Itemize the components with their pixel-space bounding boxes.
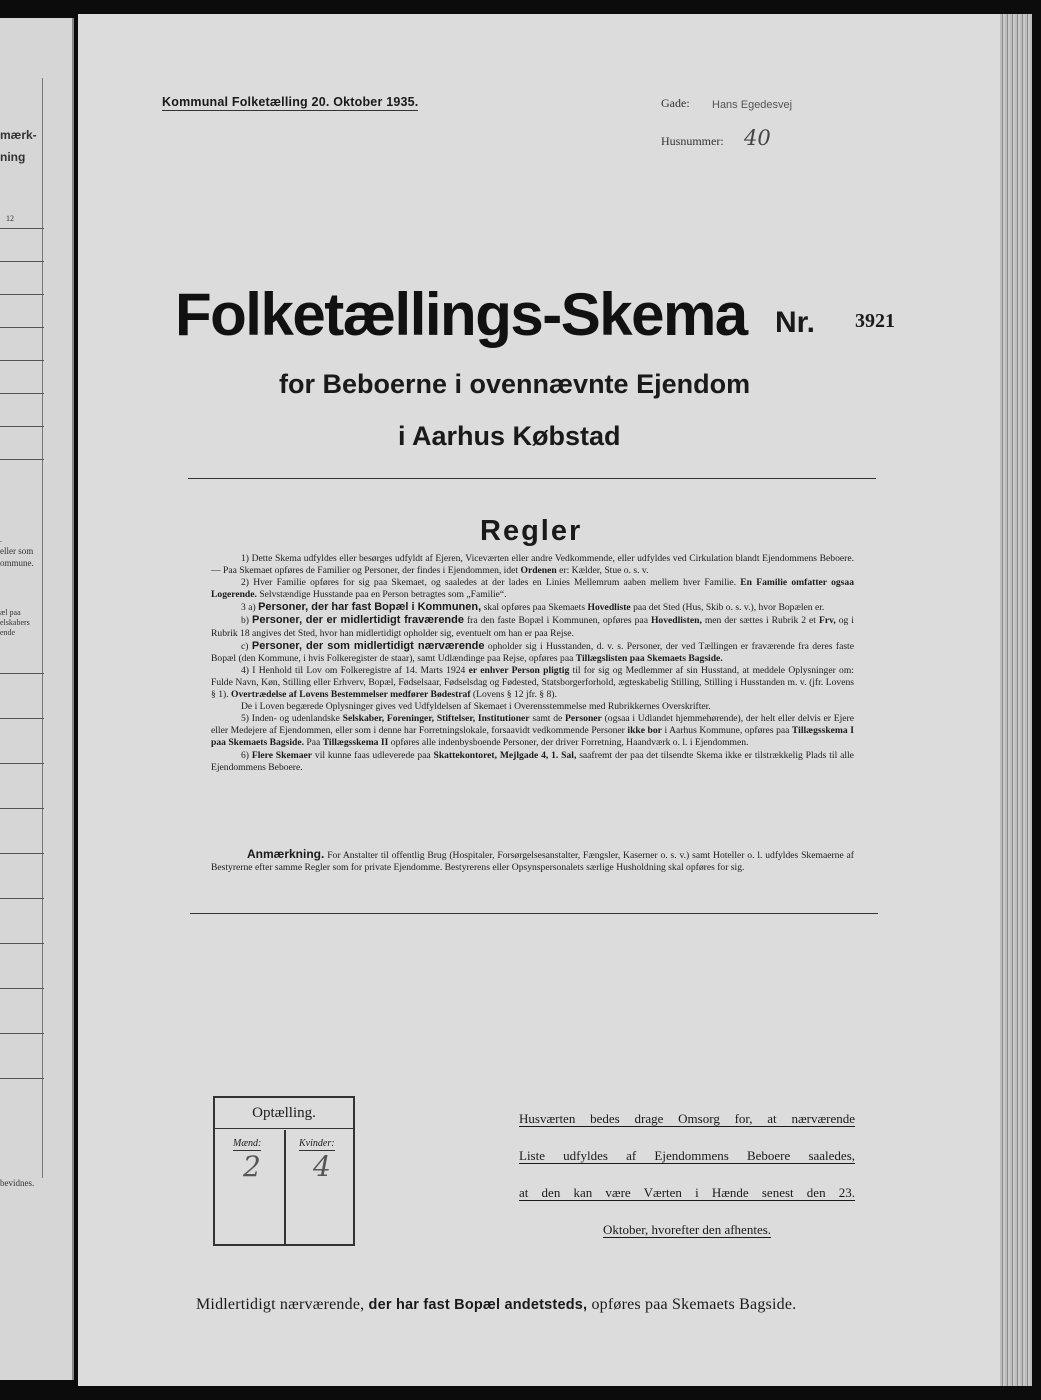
gade-label: Gade:	[661, 96, 690, 110]
left-rule	[0, 1033, 44, 1034]
left-rule	[0, 228, 44, 229]
kvinder-value: 4	[313, 1150, 331, 1183]
gade-value: Hans Egedesvej	[712, 99, 793, 111]
left-rule	[0, 426, 44, 427]
rule-4-continued: De i Loven begærede Oplysninger gives ved Udfyldelsen af Skemaet i Overensstemmelse med Rubrikkernes Overskrifter.	[241, 701, 711, 713]
host-instruction	[519, 1100, 855, 1248]
husnummer-label: Husnummer:	[661, 134, 724, 148]
rule-3b: b) Personer, der er midlertidigt fraværende fra den faste Bopæl i Kommunen, opføres paa Hovedlisten, men der sættes i Rubrik 2 et Frv, og i Rubrik 18 angives det Sted, hvor han midlertidigt opholder sig, eventuelt om han er paa Rejse.	[211, 614, 854, 639]
rules-heading: Regler	[480, 515, 583, 547]
remark	[211, 848, 854, 874]
count-box	[213, 1096, 355, 1246]
count-box-title: Optælling.	[215, 1098, 353, 1129]
footer-bold: der har fast Bopæl andetsteds,	[368, 1297, 588, 1313]
footer-note	[196, 1296, 796, 1314]
left-rule	[0, 718, 44, 719]
left-page-fragment	[0, 18, 74, 1380]
form-subtitle: for Beboerne i ovennævnte Ejendom	[279, 369, 751, 399]
title-rule	[188, 478, 876, 479]
left-rule	[0, 853, 44, 854]
rules-text	[211, 553, 854, 774]
maend-value: 2	[243, 1150, 261, 1183]
left-rule	[0, 327, 44, 328]
remark-label: Anmærkning.	[247, 847, 325, 861]
remark-rule	[190, 913, 878, 914]
left-rule	[0, 261, 44, 262]
rule-2: 2) Hver Familie opføres for sig paa Skemaet, og saaledes at der lades en Linies Mellemrum aaben mellem hver Familie. En Familie omfatter ogsaa Logerende. Selvstændige Husstande paa en Person betragtes som „Familie“.	[211, 577, 854, 601]
rule-1: 1) Dette Skema udfyldes eller besørges udfyldt af Ejeren, Viceværten eller andre Vedkommende, eller udfyldes ved Cirkulation blandt Ejendommens Beboere. — Paa Skemaet opføres de Familier og Personer, der findes i Ejendommen, idet Ordenen er: Kælder, Stue o. s. v.	[211, 553, 854, 577]
left-rule	[0, 294, 44, 295]
remark-text: For Anstalter til offentlig Brug (Hospitaler, Forsørgelsesanstalter, Fængsler, Kaserner o. s. v.) samt Hoteller o. l. udfyldes Skemaerne af Bestyrerne efter samme Regler som for private Ejendomme. Bestyrerens eller Opsynspersonalets særlige Husholdning skal opføres for sig.	[211, 850, 854, 874]
count-box-divider	[284, 1130, 286, 1244]
left-fragment: 12	[6, 214, 14, 223]
left-fragment: ende	[0, 628, 16, 637]
left-fragment: mærk-	[0, 128, 37, 142]
left-rule	[0, 673, 44, 674]
maend-label: Mænd:	[233, 1138, 262, 1149]
form-number-value: 3921	[855, 310, 895, 332]
left-rule	[0, 943, 44, 944]
host-instruction-line: Liste udfyldes af Ejendommens Beboere saaledes,	[519, 1148, 855, 1163]
census-header: Kommunal Folketælling 20. Oktober 1935.	[162, 95, 419, 109]
left-page-column-rule	[42, 78, 43, 1178]
left-fragment: elskabers	[0, 618, 30, 627]
host-instruction-line: at den kan være Værten i Hænde senest den 23.	[519, 1185, 855, 1200]
kvinder-label: Kvinder:	[299, 1138, 335, 1149]
left-fragment: ning	[0, 150, 26, 164]
page-edges	[1000, 14, 1032, 1386]
footer-post: opføres paa Skemaets Bagside.	[591, 1296, 797, 1313]
left-rule	[0, 763, 44, 764]
form-title: Folketællings-Skema	[175, 281, 747, 348]
left-fragment: .	[0, 535, 2, 544]
rule-3c: c) Personer, der som midlertidigt nærværende opholder sig i Husstanden, d. v. s. Personer, der ved Tællingen er fraværende fra deres faste Bopæl (den Kommune, i hvis Folkeregister de staar), samt Udlændinge paa Rejse, opføres paa Tillægslisten paa Skemaets Bagside.	[211, 639, 854, 664]
rule-6: 6) Flere Skemaer vil kunne faas udleverede paa Skattekontoret, Mejlgade 4, 1. Sal, saafremt der paa det tilsendte Skema ikke er tilstrækkelig Plads til alle Ejendommens Beboere.	[211, 749, 854, 773]
rule-4: 4) I Henhold til Lov om Folkeregistre af 14. Marts 1924 er enhver Person pligtig til for sig og Medlemmer af sin Husstand, at meddele Oplysninger om: Fulde Navn, Køn, Stilling eller Erhverv, Bopæl, Fødselsaar, Fødselsdag og Fødested, Statsborgerforhold, ægteskabelig Stilling, Stilling i Husstanden m. v. (jfr. Lovens § 1). Overtrædelse af Lovens Bestemmelser medfører Bødestraf (Lovens § 12 jfr. § 8).	[211, 664, 854, 701]
host-instruction-line: Husværten bedes drage Omsorg for, at nærværende	[519, 1111, 855, 1126]
left-rule	[0, 1078, 44, 1079]
left-rule	[0, 393, 44, 394]
left-fragment: eller som	[0, 546, 34, 556]
left-rule	[0, 808, 44, 809]
left-fragment: bevidnes.	[0, 1178, 35, 1188]
form-number-label: Nr.	[775, 306, 816, 339]
rule-3a: 3 a) Personer, der har fast Bopæl i Kommunen, skal opføres paa Skemaets Hovedliste paa det Sted (Hus, Skib o. s. v.), hvor Bopælen er.	[241, 601, 825, 614]
left-rule	[0, 988, 44, 989]
form-location: i Aarhus Købstad	[398, 421, 621, 451]
host-instruction-line: Oktober, hvorefter den afhentes.	[602, 1222, 772, 1237]
rule-5: 5) Inden- og udenlandske Selskaber, Foreninger, Stiftelser, Institutioner samt de Personer (ogsaa i Udlandet hjemmehørende), der helt eller delvis er Ejere eller Medejere af Ejendommen, eller som i denne har Forretningslokale, forsaavidt vedkommende Personer ikke bor i Aarhus Kommune, opføres paa Tillægsskema I paa Skemaets Bagside. Paa Tillægsskema II opføres alle indenbysboende Personer, der driver Forretning, Haandværk o. l. i Ejendommen.	[211, 713, 854, 749]
husnummer-value: 40	[744, 126, 771, 150]
left-fragment: ommune.	[0, 558, 34, 568]
footer-pre: Midlertidigt nærværende,	[196, 1296, 365, 1313]
left-fragment: æl paa	[0, 608, 21, 617]
left-rule	[0, 360, 44, 361]
left-rule	[0, 898, 44, 899]
left-rule	[0, 459, 44, 460]
